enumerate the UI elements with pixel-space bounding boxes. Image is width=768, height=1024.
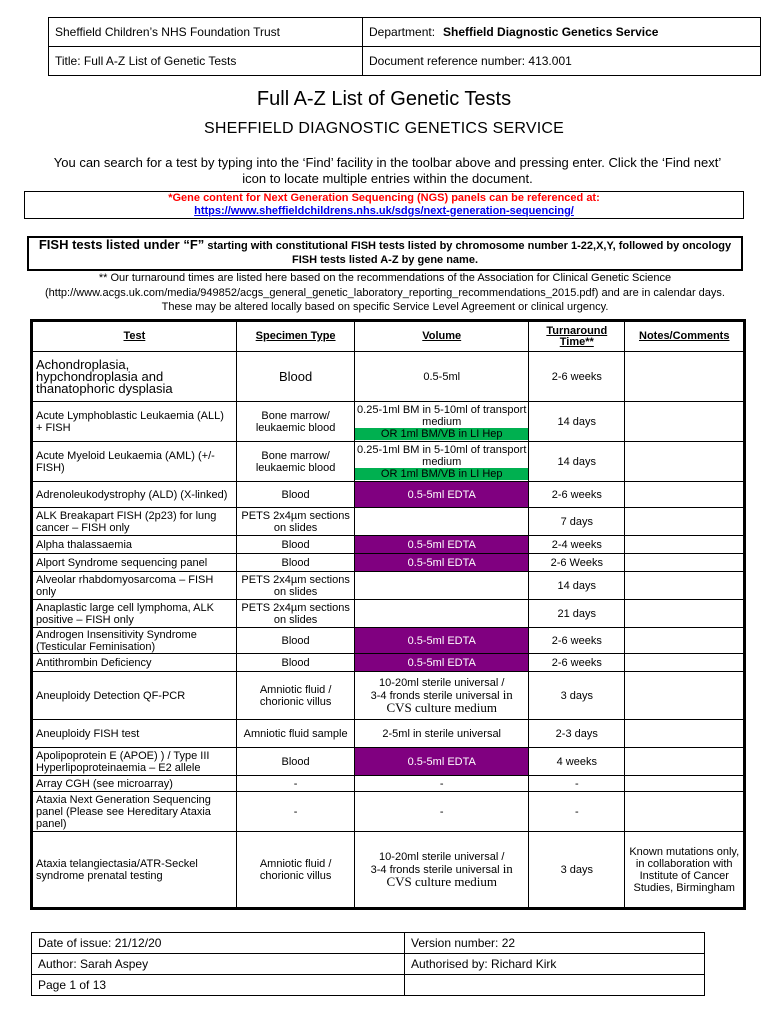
turnaround: 2-6 weeks xyxy=(529,482,625,508)
notes xyxy=(625,672,744,720)
notes xyxy=(625,402,744,442)
column-header-notes: Notes/Comments xyxy=(625,322,744,352)
volume: 2-5ml in sterile universal xyxy=(355,720,529,748)
specimen-type: Blood xyxy=(236,748,355,776)
volume: 0.5-5ml xyxy=(355,352,529,402)
specimen-type: Blood xyxy=(236,554,355,572)
volume: 0.25-1ml BM in 5-10ml of transport medium xyxy=(357,403,527,428)
department-label: Department: xyxy=(369,25,436,39)
test-name: Antithrombin Deficiency xyxy=(33,654,237,672)
test-name: Aneuploidy Detection QF-PCR xyxy=(33,672,237,720)
footer-empty-cell xyxy=(405,975,705,996)
specimen-type: - xyxy=(236,792,355,832)
notes xyxy=(625,792,744,832)
test-name: Ataxia telangiectasia/ATR-Seckel syndrome prenatal testing xyxy=(33,832,237,908)
column-header-volume: Volume xyxy=(355,322,529,352)
turnaround: 14 days xyxy=(529,442,625,482)
table-row xyxy=(33,482,744,508)
test-name: Alpha thalassaemia xyxy=(33,536,237,554)
notes: Known mutations only, in collaboration with Institute of Cancer Studies, Birmingham xyxy=(625,832,744,908)
volume-cell xyxy=(355,402,529,442)
specimen-type: PETS 2x4µm sections on slides xyxy=(236,600,355,628)
notes xyxy=(625,748,744,776)
table-row xyxy=(33,442,744,482)
turnaround: 2-4 weeks xyxy=(529,536,625,554)
volume-alternative: OR 1ml BM/VB in LI Hep xyxy=(355,468,528,480)
table-row xyxy=(33,776,744,792)
specimen-type: Amniotic fluid / chorionic villus xyxy=(236,672,355,720)
document-title-cell: Title: Full A-Z List of Genetic Tests xyxy=(49,47,363,76)
turnaround: 2-6 weeks xyxy=(529,628,625,654)
turnaround: - xyxy=(529,776,625,792)
volume-cell xyxy=(355,832,529,908)
turnaround: 7 days xyxy=(529,508,625,536)
volume: 0.5-5ml EDTA xyxy=(355,748,529,776)
test-name: Alport Syndrome sequencing panel xyxy=(33,554,237,572)
volume-cell xyxy=(355,442,529,482)
notes xyxy=(625,720,744,748)
volume-line: 10-20ml sterile universal / xyxy=(379,851,505,863)
notes xyxy=(625,600,744,628)
table-row xyxy=(33,600,744,628)
authorised-by: Authorised by: Richard Kirk xyxy=(405,954,705,975)
ngs-note: *Gene content for Next Generation Sequencing (NGS) panels can be referenced at: xyxy=(168,192,600,204)
volume xyxy=(355,572,529,600)
test-name: ALK Breakapart FISH (2p23) for lung cancer – FISH only xyxy=(33,508,237,536)
turnaround: - xyxy=(529,792,625,832)
test-name: Apolipoprotein E (APOE) ) / Type III Hyperlipoproteinaemia – E2 allele xyxy=(33,748,237,776)
table-row xyxy=(33,572,744,600)
volume: 0.5-5ml EDTA xyxy=(355,536,529,554)
volume-line: CVS culture medium xyxy=(386,874,497,889)
volume: 0.5-5ml EDTA xyxy=(355,554,529,572)
specimen-type: Amniotic fluid / chorionic villus xyxy=(236,832,355,908)
specimen-type: Blood xyxy=(236,628,355,654)
document-header xyxy=(48,17,761,76)
volume-text: in xyxy=(502,687,513,702)
column-header-turnaround: Turnaround Time** xyxy=(529,322,625,352)
author: Author: Sarah Aspey xyxy=(32,954,405,975)
notes xyxy=(625,352,744,402)
turnaround: 4 weeks xyxy=(529,748,625,776)
test-name: Achondroplasia, hypchondroplasia and thanatophoric dysplasia xyxy=(33,352,237,402)
specimen-type: Bone marrow/ leukaemic blood xyxy=(236,442,355,482)
fish-note-heading: FISH tests listed under “F” xyxy=(38,237,205,252)
turnaround: 3 days xyxy=(529,672,625,720)
page-number: Page 1 of 13 xyxy=(32,975,405,996)
volume: - xyxy=(355,776,529,792)
test-name: Array CGH (see microarray) xyxy=(33,776,237,792)
column-header-specimen: Specimen Type xyxy=(236,322,355,352)
volume-text: 3-4 fronds sterile universal xyxy=(370,690,500,702)
test-name: Anaplastic large cell lymphoma, ALK positive – FISH only xyxy=(33,600,237,628)
notes xyxy=(625,536,744,554)
specimen-type: PETS 2x4µm sections on slides xyxy=(236,572,355,600)
date-of-issue: Date of issue: 21/12/20 xyxy=(32,933,405,954)
specimen-type: Amniotic fluid sample xyxy=(236,720,355,748)
volume-alternative: OR 1ml BM/VB in LI Hep xyxy=(355,428,528,440)
specimen-type: Blood xyxy=(236,654,355,672)
turnaround: 2-6 weeks xyxy=(529,654,625,672)
table-row xyxy=(33,628,744,654)
volume xyxy=(355,508,529,536)
notes xyxy=(625,654,744,672)
notes xyxy=(625,508,744,536)
test-name: Acute Myeloid Leukaemia (AML) (+/- FISH) xyxy=(33,442,237,482)
specimen-type: Blood xyxy=(236,536,355,554)
turnaround: 2-3 days xyxy=(529,720,625,748)
notes xyxy=(625,572,744,600)
table-row xyxy=(33,792,744,832)
table-header-row xyxy=(33,322,744,352)
table-row xyxy=(33,748,744,776)
table-row xyxy=(33,720,744,748)
test-name: Acute Lymphoblastic Leukaemia (ALL) + FISH xyxy=(33,402,237,442)
specimen-type: - xyxy=(236,776,355,792)
notes xyxy=(625,554,744,572)
volume-text: in xyxy=(502,861,513,876)
document-reference: Document reference number: 413.001 xyxy=(363,47,761,76)
turnaround: 2-6 weeks xyxy=(529,352,625,402)
turnaround: 21 days xyxy=(529,600,625,628)
table-row xyxy=(33,654,744,672)
volume xyxy=(355,600,529,628)
trust-name: Sheffield Children’s NHS Foundation Trust xyxy=(49,18,363,47)
test-name: Androgen Insensitivity Syndrome (Testicular Feminisation) xyxy=(33,628,237,654)
volume: 0.25-1ml BM in 5-10ml of transport medium xyxy=(357,443,527,468)
turnaround: 14 days xyxy=(529,402,625,442)
table-row xyxy=(33,554,744,572)
specimen-type: Bone marrow/ leukaemic blood xyxy=(236,402,355,442)
volume: 0.5-5ml EDTA xyxy=(355,482,529,508)
test-name: Ataxia Next Generation Sequencing panel (Please see Hereditary Ataxia panel) xyxy=(33,792,237,832)
table-row xyxy=(33,672,744,720)
volume-line: 10-20ml sterile universal / xyxy=(379,677,505,689)
column-header-test: Test xyxy=(33,322,237,352)
tests-table xyxy=(30,319,746,910)
specimen-type: Blood xyxy=(236,482,355,508)
test-name: Alveolar rhabdomyosarcoma – FISH only xyxy=(33,572,237,600)
page-subtitle: SHEFFIELD DIAGNOSTIC GENETICS SERVICE xyxy=(203,120,565,137)
notes xyxy=(625,482,744,508)
turnaround: 2-6 Weeks xyxy=(529,554,625,572)
turnaround-note: ** Our turnaround times are listed here based on the recommendations of the Association for Clinical Genetic Science (http://www.acgs.uk.com/media/949852/acgs_general_genetic_laboratory_reporting_recommendations_2015.pdf) and are in calendar days. These may be altered locally based on specific Service Level Agreement or clinical urgency. xyxy=(45,272,725,313)
document-footer xyxy=(31,932,705,996)
specimen-type: PETS 2x4µm sections on slides xyxy=(236,508,355,536)
table-row xyxy=(33,402,744,442)
department-cell xyxy=(363,18,761,47)
test-name: Aneuploidy FISH test xyxy=(33,720,237,748)
volume: 0.5-5ml EDTA xyxy=(355,654,529,672)
fish-note-text: starting with constitutional FISH tests listed by chromosome number 1-22,X,Y, followed by oncology FISH tests listed A-Z by gene name. xyxy=(204,240,732,266)
search-instructions: You can search for a test by typing into the ‘Find’ facility in the toolbar above and pressing enter. Click the ‘Find next’ icon to locate multiple entries within the document. xyxy=(53,155,722,186)
turnaround: 14 days xyxy=(529,572,625,600)
notes xyxy=(625,442,744,482)
version-number: Version number: 22 xyxy=(405,933,705,954)
page-title: Full A-Z List of Genetic Tests xyxy=(256,88,512,110)
table-row xyxy=(33,832,744,908)
volume: 0.5-5ml EDTA xyxy=(355,628,529,654)
fish-note-box xyxy=(27,236,743,271)
table-row xyxy=(33,352,744,402)
turnaround: 3 days xyxy=(529,832,625,908)
test-name: Adrenoleukodystrophy (ALD) (X-linked) xyxy=(33,482,237,508)
table-row xyxy=(33,508,744,536)
ngs-link[interactable]: https://www.sheffieldchildrens.nhs.uk/sdgs/next-generation-sequencing/ xyxy=(194,204,574,217)
table-row xyxy=(33,536,744,554)
specimen-type: Blood xyxy=(236,352,355,402)
notes xyxy=(625,628,744,654)
ngs-note-box xyxy=(24,191,744,219)
department-value: Sheffield Diagnostic Genetics Service xyxy=(443,25,659,39)
notes xyxy=(625,776,744,792)
volume: - xyxy=(355,792,529,832)
volume-text: 3-4 fronds sterile universal xyxy=(370,864,500,876)
volume-cell xyxy=(355,672,529,720)
volume-line: CVS culture medium xyxy=(386,700,497,715)
